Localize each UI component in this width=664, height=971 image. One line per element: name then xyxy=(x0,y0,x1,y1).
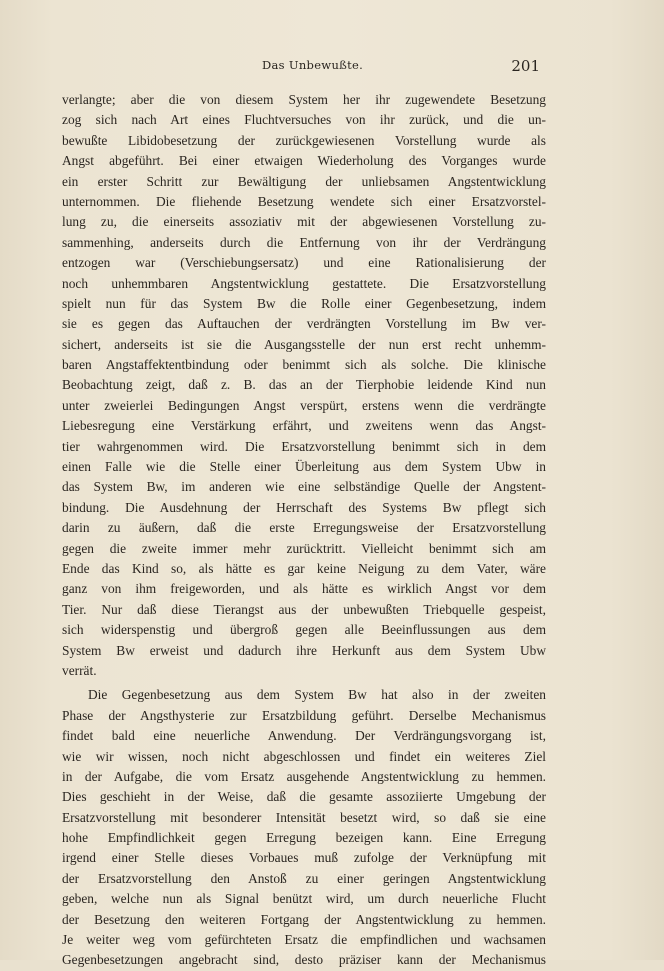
running-head: Das Unbewußte. xyxy=(262,58,364,72)
text-line: Liebesregung eine Verstärkung erfährt, und zweitens wenn das Angst- xyxy=(62,418,546,434)
text-line: baren Angstaffektentbindung oder benimmt sich als solche. Die klinische xyxy=(62,357,546,373)
text-line: verlangte; aber die von diesem System her ihr zugewendete Besetzung xyxy=(62,92,546,107)
text-line: einen Falle wie die Stelle einer Überleitung aus dem System Ubw in xyxy=(62,459,546,475)
text-line: spielt nun für das System Bw die Rolle einer Gegenbesetzung, indem xyxy=(62,295,546,311)
text-line: lung zu, die einerseits assoziativ mit der abgewiesenen Vorstellung zu- xyxy=(62,214,546,230)
text-line: findet bald eine neuerliche Anwendung. Der Verdrängungsvorgang ist, xyxy=(62,728,546,744)
text-line: Phase der Angsthysterie zur Ersatzbildung geführt. Derselbe Mechanismus xyxy=(62,707,546,723)
text-line: hohe Empfindlichkeit gegen Erregung bezeigen kann. Eine Erregung xyxy=(62,830,546,846)
text-line: Gegenbesetzungen angebracht sind, desto präziser kann der Mechanismus xyxy=(62,952,546,968)
text-line: der Besetzung den weiteren Fortgang der Angstentwicklung zu hemmen. xyxy=(62,911,546,927)
text-line: entzogen war (Verschiebungsersatz) und eine Rationalisierung der xyxy=(62,255,546,271)
text-line: Die Gegenbesetzung aus dem System Bw hat also in der zweiten xyxy=(88,687,546,703)
page-number: 201 xyxy=(511,57,540,75)
text-line: zog sich nach Art eines Fluchtversuches von ihr zurück, und die un- xyxy=(62,112,546,128)
paragraph-2 xyxy=(62,685,546,970)
text-line: Angst abgeführt. Bei einer etwaigen Wiederholung des Vorganges wurde xyxy=(62,153,546,169)
text-line: unternommen. Die fliehende Besetzung wendete sich einer Ersatzvorstel- xyxy=(62,193,546,209)
text-line: Je weiter weg vom gefürchteten Ersatz die empfindlichen und wachsamen xyxy=(62,932,546,948)
text-line: ganz von ihm freigeworden, und als hätte es wirklich Angst vor dem xyxy=(62,581,546,597)
text-line: das System Bw, im anderen wie eine selbständige Quelle der Angstent- xyxy=(62,479,546,495)
text-line: Tier. Nur daß diese Tierangst aus der unbewußten Triebquelle gespeist, xyxy=(62,601,546,617)
text-line: ein erster Schritt zur Bewältigung der unliebsamen Angstentwicklung xyxy=(62,173,546,189)
text-line: bewußte Libidobesetzung der zurückgewiesenen Vorstellung wurde als xyxy=(62,132,546,148)
text-line: sie es gegen das Auftauchen der verdrängten Vorstellung im Bw ver- xyxy=(62,316,546,332)
body-text xyxy=(62,90,546,971)
text-line: darin zu äußern, daß die erste Erregungsweise der Ersatzvorstellung xyxy=(62,520,546,536)
text-line: tier wahrgenommen wird. Die Ersatzvorstellung benimmt sich in dem xyxy=(62,438,546,454)
text-line: der Ersatzvorstellung den Anstoß zu einer geringen Angstentwicklung xyxy=(62,870,546,886)
text-line: irgend einer Stelle dieses Vorbaues muß zufolge der Verknüpfung mit xyxy=(62,850,546,866)
text-line: verrät. xyxy=(62,662,97,678)
text-line: Ende das Kind so, als hätte es gar keine Neigung zu dem Vater, wäre xyxy=(62,560,546,576)
text-line: bindung. Die Ausdehnung der Herrschaft des Systems Bw pflegt sich xyxy=(62,499,546,515)
text-line: Beobachtung zeigt, daß z. B. das an der Tierphobie leidende Kind nun xyxy=(62,377,546,393)
text-line: geben, welche nun als Signal benützt wird, um durch neuerliche Flucht xyxy=(62,891,546,907)
text-line: Ersatzvorstellung mit besonderer Intensität besetzt wird, so daß sie eine xyxy=(62,809,546,825)
text-line: sichert, anderseits ist sie die Ausgangsstelle der nun erst recht unhemm- xyxy=(62,336,546,352)
text-line: in der Aufgabe, die vom Ersatz ausgehende Angstentwicklung zu hemmen. xyxy=(62,768,546,784)
text-line: sich widerspenstig und übergroß gegen alle Beeinflussungen aus dem xyxy=(62,622,546,638)
text-line: noch unhemmbaren Angstentwicklung gestattete. Die Ersatzvorstellung xyxy=(62,275,546,291)
text-line: sammenhing, anderseits durch die Entfernung von ihr der Verdrängung xyxy=(62,234,546,250)
text-line: Dies geschieht in der Weise, daß die gesamte assoziierte Umgebung der xyxy=(62,789,546,805)
text-line: unter zweierlei Bedingungen Angst verspürt, erstens wenn die verdrängte xyxy=(62,397,546,413)
paragraph-1 xyxy=(62,90,546,681)
text-line: System Bw erweist und dadurch ihre Herkunft aus dem System Ubw xyxy=(62,642,546,658)
text-line: gegen die zweite immer mehr zurücktritt. Vielleicht benimmt sich am xyxy=(62,540,546,556)
text-line: wie wir wissen, noch nicht abgeschlossen und findet ein weiteres Ziel xyxy=(62,748,546,764)
